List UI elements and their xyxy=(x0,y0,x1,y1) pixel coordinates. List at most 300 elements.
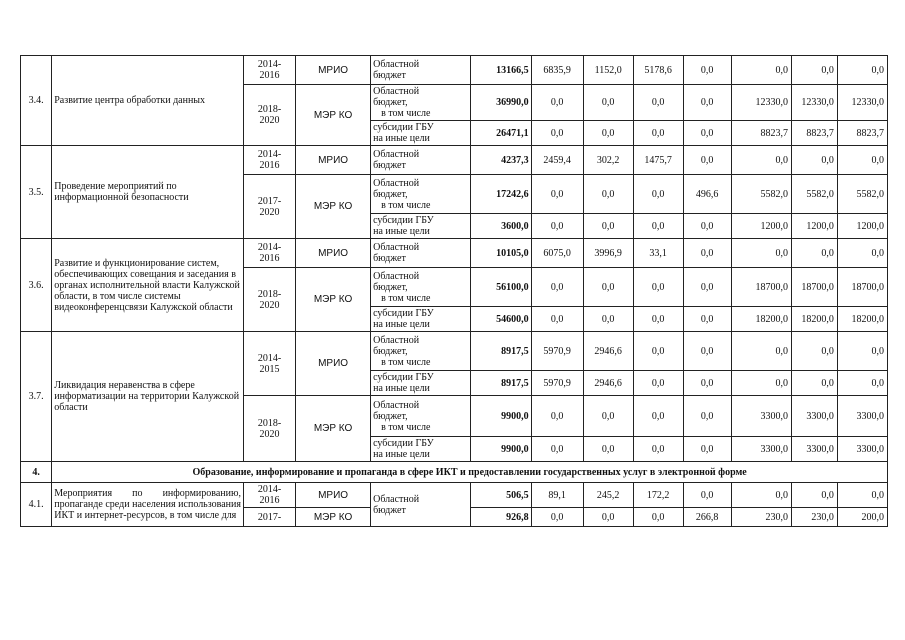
year-value xyxy=(837,437,887,462)
year-value xyxy=(583,214,633,239)
value-text: 0,0 xyxy=(821,377,834,389)
value-text: 1200,0 xyxy=(856,220,884,232)
item-number-text: 3.5. xyxy=(28,186,44,198)
year-value xyxy=(837,85,887,121)
source-line: бюджет, xyxy=(373,281,408,293)
total-text: 926,8 xyxy=(506,511,529,523)
year-value xyxy=(531,437,583,462)
year-value xyxy=(837,121,887,146)
year-value xyxy=(583,146,633,175)
year-value xyxy=(731,508,791,527)
value-text: 0,0 xyxy=(601,188,615,200)
years-text: 2017- 2020 xyxy=(257,195,282,218)
source-line: на иные цели xyxy=(373,383,430,394)
value-text: 5970,9 xyxy=(543,377,571,389)
value-text: 0,0 xyxy=(871,377,884,389)
year-value xyxy=(837,508,887,527)
executor-text: МРИО xyxy=(318,358,349,369)
source-line: субсидии ГБУ xyxy=(373,308,434,319)
value-text: 0,0 xyxy=(700,97,714,108)
source-line: субсидии ГБУ xyxy=(373,122,434,133)
executor-text: МРИО xyxy=(318,154,349,166)
years-text: 2014- 2016 xyxy=(257,484,282,506)
value-text: 0,0 xyxy=(821,154,834,166)
value-text: 2459,4 xyxy=(543,154,571,166)
year-value xyxy=(683,437,731,462)
value-text: 3300,0 xyxy=(806,410,834,422)
value-text: 0,0 xyxy=(601,443,615,455)
total-text: 8917,5 xyxy=(501,345,529,357)
value-text: 496,6 xyxy=(695,188,719,200)
total-text: 9900,0 xyxy=(501,443,529,455)
year-value xyxy=(837,307,887,332)
source-line: бюджет, xyxy=(373,97,408,108)
table-row xyxy=(21,332,888,371)
value-text: 0,0 xyxy=(871,489,884,501)
value-text: 0,0 xyxy=(601,511,615,523)
years-cell xyxy=(243,239,295,268)
item-number-text: 3.6. xyxy=(28,279,44,291)
year-value xyxy=(792,371,838,396)
year-value xyxy=(683,121,731,146)
funding-source xyxy=(371,483,471,527)
total-text: 8917,5 xyxy=(501,377,529,389)
year-value xyxy=(731,483,791,508)
item-title xyxy=(52,56,244,146)
funding-source xyxy=(371,332,471,371)
year-value xyxy=(583,85,633,121)
executor-cell xyxy=(296,508,371,527)
source-line: в том числе xyxy=(381,199,431,211)
funding-source xyxy=(371,437,471,462)
year-value xyxy=(583,437,633,462)
source-line: Областной xyxy=(373,270,420,282)
item-number xyxy=(21,332,52,462)
value-text: 0,0 xyxy=(651,410,665,422)
item-title xyxy=(52,239,244,332)
value-text: 0,0 xyxy=(550,313,564,325)
value-text: 0,0 xyxy=(651,511,665,523)
year-value xyxy=(683,396,731,437)
item-number xyxy=(21,56,52,146)
value-text: 2946,6 xyxy=(594,377,622,389)
value-text: 33,1 xyxy=(649,247,667,259)
year-value xyxy=(633,437,683,462)
value-text: 0,0 xyxy=(700,377,714,389)
funding-source xyxy=(371,85,471,121)
value-text: 5582,0 xyxy=(760,188,789,200)
value-text: 0,0 xyxy=(651,281,665,293)
value-text: 0,0 xyxy=(601,97,615,108)
value-text: 0,0 xyxy=(775,247,789,259)
value-text: 0,0 xyxy=(601,410,615,422)
year-value xyxy=(583,332,633,371)
year-value xyxy=(837,175,887,214)
executor-cell xyxy=(296,239,371,268)
year-value xyxy=(633,371,683,396)
total-value xyxy=(471,175,531,214)
item-title-text: Мероприятия по информированию, пропаганде среди населения использования ИКТ и интернет-ресурсов, в том числе для xyxy=(54,488,241,521)
funding-source xyxy=(371,396,471,437)
executor-cell xyxy=(296,56,371,85)
year-value xyxy=(633,332,683,371)
year-value xyxy=(683,214,731,239)
year-value xyxy=(583,396,633,437)
item-number xyxy=(21,239,52,332)
years-cell xyxy=(243,396,295,462)
value-text: 266,8 xyxy=(695,511,719,523)
source-line: Областной xyxy=(373,493,420,505)
year-value xyxy=(633,483,683,508)
value-text: 18200,0 xyxy=(801,313,834,325)
year-value xyxy=(792,56,838,85)
value-text: 230,0 xyxy=(765,511,789,523)
total-value xyxy=(471,268,531,307)
value-text: 0,0 xyxy=(651,313,665,325)
year-value xyxy=(792,307,838,332)
value-text: 3300,0 xyxy=(760,443,789,455)
total-value xyxy=(471,239,531,268)
funding-source xyxy=(371,239,471,268)
total-value xyxy=(471,307,531,332)
value-text: 2946,6 xyxy=(594,345,622,357)
source-line: на иные цели xyxy=(373,133,430,144)
year-value xyxy=(583,239,633,268)
value-text: 18700,0 xyxy=(851,281,884,293)
source-line: в том числе xyxy=(381,356,431,368)
value-text: 0,0 xyxy=(601,313,615,325)
year-value xyxy=(731,332,791,371)
value-text: 1475,7 xyxy=(644,154,672,166)
value-text: 8823,7 xyxy=(760,127,789,139)
value-text: 3300,0 xyxy=(806,443,834,455)
item-number xyxy=(21,146,52,239)
executor-cell xyxy=(296,332,371,396)
value-text: 0,0 xyxy=(700,443,714,455)
year-value xyxy=(731,268,791,307)
year-value xyxy=(531,371,583,396)
source-line: бюджет xyxy=(373,504,406,516)
year-value xyxy=(683,371,731,396)
value-text: 1200,0 xyxy=(806,220,834,232)
table-row xyxy=(21,56,888,85)
year-value xyxy=(731,56,791,85)
source-line: субсидии ГБУ xyxy=(373,438,434,449)
value-text: 5178,6 xyxy=(644,64,672,76)
year-value xyxy=(792,483,838,508)
year-value xyxy=(792,396,838,437)
year-value xyxy=(583,508,633,527)
value-text: 0,0 xyxy=(601,127,615,139)
year-value xyxy=(633,214,683,239)
year-value xyxy=(731,85,791,121)
source-line: Областной xyxy=(373,59,420,70)
total-value xyxy=(471,332,531,371)
value-text: 0,0 xyxy=(550,281,564,293)
year-value xyxy=(531,508,583,527)
total-text: 4237,3 xyxy=(501,154,529,166)
total-text: 54600,0 xyxy=(496,313,529,325)
value-text: 0,0 xyxy=(550,188,564,200)
table-row xyxy=(21,239,888,268)
executor-text: МРИО xyxy=(318,64,349,76)
total-value xyxy=(471,396,531,437)
value-text: 0,0 xyxy=(700,313,714,325)
executor-cell xyxy=(296,146,371,175)
year-value xyxy=(731,437,791,462)
source-line: субсидии ГБУ xyxy=(373,215,434,226)
value-text: 5582,0 xyxy=(806,188,834,200)
total-value xyxy=(471,214,531,239)
value-text: 89,1 xyxy=(548,489,566,501)
year-value xyxy=(837,56,887,85)
year-value xyxy=(531,307,583,332)
source-line: бюджет xyxy=(373,160,406,171)
years-text: 2018- 2020 xyxy=(257,104,282,126)
section-title xyxy=(52,462,888,483)
source-line: Областной xyxy=(373,399,420,411)
year-value xyxy=(583,371,633,396)
value-text: 18700,0 xyxy=(801,281,834,293)
year-value xyxy=(837,146,887,175)
total-text: 17242,6 xyxy=(496,188,529,200)
executor-text: МЭР КО xyxy=(313,511,353,523)
value-text: 18200,0 xyxy=(851,313,884,325)
executor-text: МЭР КО xyxy=(313,294,353,305)
value-text: 0,0 xyxy=(775,489,789,501)
value-text: 3300,0 xyxy=(856,410,884,422)
year-value xyxy=(633,239,683,268)
years-cell xyxy=(243,483,295,508)
value-text: 302,2 xyxy=(596,154,620,166)
item-number-text: 4.1. xyxy=(28,499,44,510)
section-number xyxy=(21,462,52,483)
funding-source xyxy=(371,175,471,214)
year-value xyxy=(531,214,583,239)
value-text: 0,0 xyxy=(821,247,834,259)
value-text: 6075,0 xyxy=(543,247,571,259)
funding-source xyxy=(371,268,471,307)
years-text: 2014- 2016 xyxy=(257,149,282,171)
year-value xyxy=(792,239,838,268)
value-text: 245,2 xyxy=(596,489,620,501)
section-header-row xyxy=(21,462,888,483)
funding-source xyxy=(371,371,471,396)
year-value xyxy=(683,175,731,214)
value-text: 18700,0 xyxy=(755,281,789,293)
value-text: 0,0 xyxy=(821,64,834,76)
value-text: 1200,0 xyxy=(760,220,789,232)
year-value xyxy=(583,268,633,307)
year-value xyxy=(633,146,683,175)
year-value xyxy=(792,85,838,121)
year-value xyxy=(633,85,683,121)
total-text: 506,5 xyxy=(506,489,529,501)
year-value xyxy=(731,307,791,332)
total-value xyxy=(471,483,531,508)
value-text: 0,0 xyxy=(601,281,615,293)
year-value xyxy=(731,175,791,214)
value-text: 0,0 xyxy=(651,345,665,357)
year-value xyxy=(837,268,887,307)
value-text: 12330,0 xyxy=(755,97,789,108)
source-line: бюджет xyxy=(373,70,406,81)
table-row xyxy=(21,483,888,508)
year-value xyxy=(531,121,583,146)
value-text: 12330,0 xyxy=(851,97,884,108)
value-text: 5582,0 xyxy=(856,188,884,200)
years-text: 2018- 2020 xyxy=(257,288,282,311)
year-value xyxy=(837,396,887,437)
year-value xyxy=(837,239,887,268)
value-text: 0,0 xyxy=(821,489,834,501)
year-value xyxy=(731,214,791,239)
value-text: 0,0 xyxy=(700,220,714,232)
value-text: 0,0 xyxy=(550,443,564,455)
year-value xyxy=(583,121,633,146)
year-value xyxy=(683,483,731,508)
source-line: Областной xyxy=(373,334,420,346)
value-text: 0,0 xyxy=(550,127,564,139)
executor-text: МЭР КО xyxy=(313,109,353,121)
value-text: 230,0 xyxy=(811,511,834,523)
year-value xyxy=(792,175,838,214)
year-value xyxy=(531,175,583,214)
funding-source xyxy=(371,146,471,175)
value-text: 0,0 xyxy=(871,64,884,76)
item-number-text: 3.7. xyxy=(28,391,44,402)
total-value xyxy=(471,121,531,146)
value-text: 0,0 xyxy=(700,64,714,76)
value-text: 0,0 xyxy=(775,377,789,389)
value-text: 8823,7 xyxy=(856,127,884,139)
item-title xyxy=(52,332,244,462)
executor-text: МРИО xyxy=(318,247,349,259)
executor-cell xyxy=(296,396,371,462)
year-value xyxy=(531,332,583,371)
year-value xyxy=(792,121,838,146)
year-value xyxy=(792,214,838,239)
year-value xyxy=(792,332,838,371)
years-cell xyxy=(243,268,295,332)
year-value xyxy=(531,146,583,175)
years-text: 2014- 2015 xyxy=(257,352,282,375)
years-text: 2017- xyxy=(257,511,282,523)
year-value xyxy=(531,396,583,437)
item-title-text: Развитие центра обработки данных xyxy=(54,95,206,106)
year-value xyxy=(633,121,683,146)
source-line: на иные цели xyxy=(373,226,430,237)
years-cell xyxy=(243,146,295,175)
value-text: 0,0 xyxy=(550,97,564,108)
source-line: Областной xyxy=(373,177,420,189)
value-text: 8823,7 xyxy=(806,127,834,139)
value-text: 12330,0 xyxy=(801,97,834,108)
source-line: бюджет, xyxy=(373,345,408,357)
total-value xyxy=(471,371,531,396)
year-value xyxy=(531,268,583,307)
year-value xyxy=(583,175,633,214)
year-value xyxy=(583,483,633,508)
value-text: 0,0 xyxy=(651,377,665,389)
value-text: 200,0 xyxy=(861,511,884,523)
source-line: в том числе xyxy=(381,108,431,119)
year-value xyxy=(531,483,583,508)
item-title-text: Ликвидация неравенства в сфере информатизации на территории Калужской области xyxy=(54,380,240,413)
year-value xyxy=(837,214,887,239)
funding-source xyxy=(371,307,471,332)
executor-cell xyxy=(296,85,371,146)
total-text: 56100,0 xyxy=(496,281,529,293)
year-value xyxy=(583,307,633,332)
value-text: 0,0 xyxy=(700,281,714,293)
value-text: 18200,0 xyxy=(755,313,789,325)
source-line: бюджет, xyxy=(373,410,408,422)
year-value xyxy=(792,268,838,307)
source-line: на иные цели xyxy=(373,449,430,460)
value-text: 0,0 xyxy=(871,345,884,357)
value-text: 1152,0 xyxy=(594,64,622,76)
value-text: 0,0 xyxy=(700,489,714,501)
year-value xyxy=(531,85,583,121)
year-value xyxy=(683,56,731,85)
value-text: 3996,9 xyxy=(594,247,622,259)
source-line: Областной xyxy=(373,149,420,160)
year-value xyxy=(837,483,887,508)
year-value xyxy=(683,307,731,332)
year-value xyxy=(531,56,583,85)
year-value xyxy=(683,239,731,268)
value-text: 0,0 xyxy=(550,511,564,523)
source-line: в том числе xyxy=(381,421,431,433)
total-text: 3600,0 xyxy=(501,220,529,232)
funding-source xyxy=(371,121,471,146)
years-cell xyxy=(243,175,295,239)
value-text: 0,0 xyxy=(775,345,789,357)
value-text: 0,0 xyxy=(871,154,884,166)
source-line: на иные цели xyxy=(373,319,430,330)
year-value xyxy=(583,56,633,85)
funding-source xyxy=(371,214,471,239)
year-value xyxy=(633,396,683,437)
value-text: 3300,0 xyxy=(856,443,884,455)
value-text: 0,0 xyxy=(775,64,789,76)
executor-text: МЭР КО xyxy=(313,423,353,434)
years-cell xyxy=(243,85,295,146)
year-value xyxy=(683,146,731,175)
value-text: 0,0 xyxy=(651,97,665,108)
value-text: 0,0 xyxy=(601,220,615,232)
value-text: 0,0 xyxy=(700,247,714,259)
value-text: 0,0 xyxy=(651,443,665,455)
total-value xyxy=(471,56,531,85)
year-value xyxy=(683,268,731,307)
executor-cell xyxy=(296,268,371,332)
total-value xyxy=(471,146,531,175)
total-value xyxy=(471,85,531,121)
total-text: 10105,0 xyxy=(496,247,529,259)
value-text: 3300,0 xyxy=(760,410,789,422)
value-text: 0,0 xyxy=(700,410,714,422)
source-line: Областной xyxy=(373,86,420,97)
year-value xyxy=(731,396,791,437)
value-text: 0,0 xyxy=(550,220,564,232)
total-value xyxy=(471,437,531,462)
funding-source xyxy=(371,56,471,85)
year-value xyxy=(792,508,838,527)
years-cell xyxy=(243,508,295,527)
year-value xyxy=(633,56,683,85)
